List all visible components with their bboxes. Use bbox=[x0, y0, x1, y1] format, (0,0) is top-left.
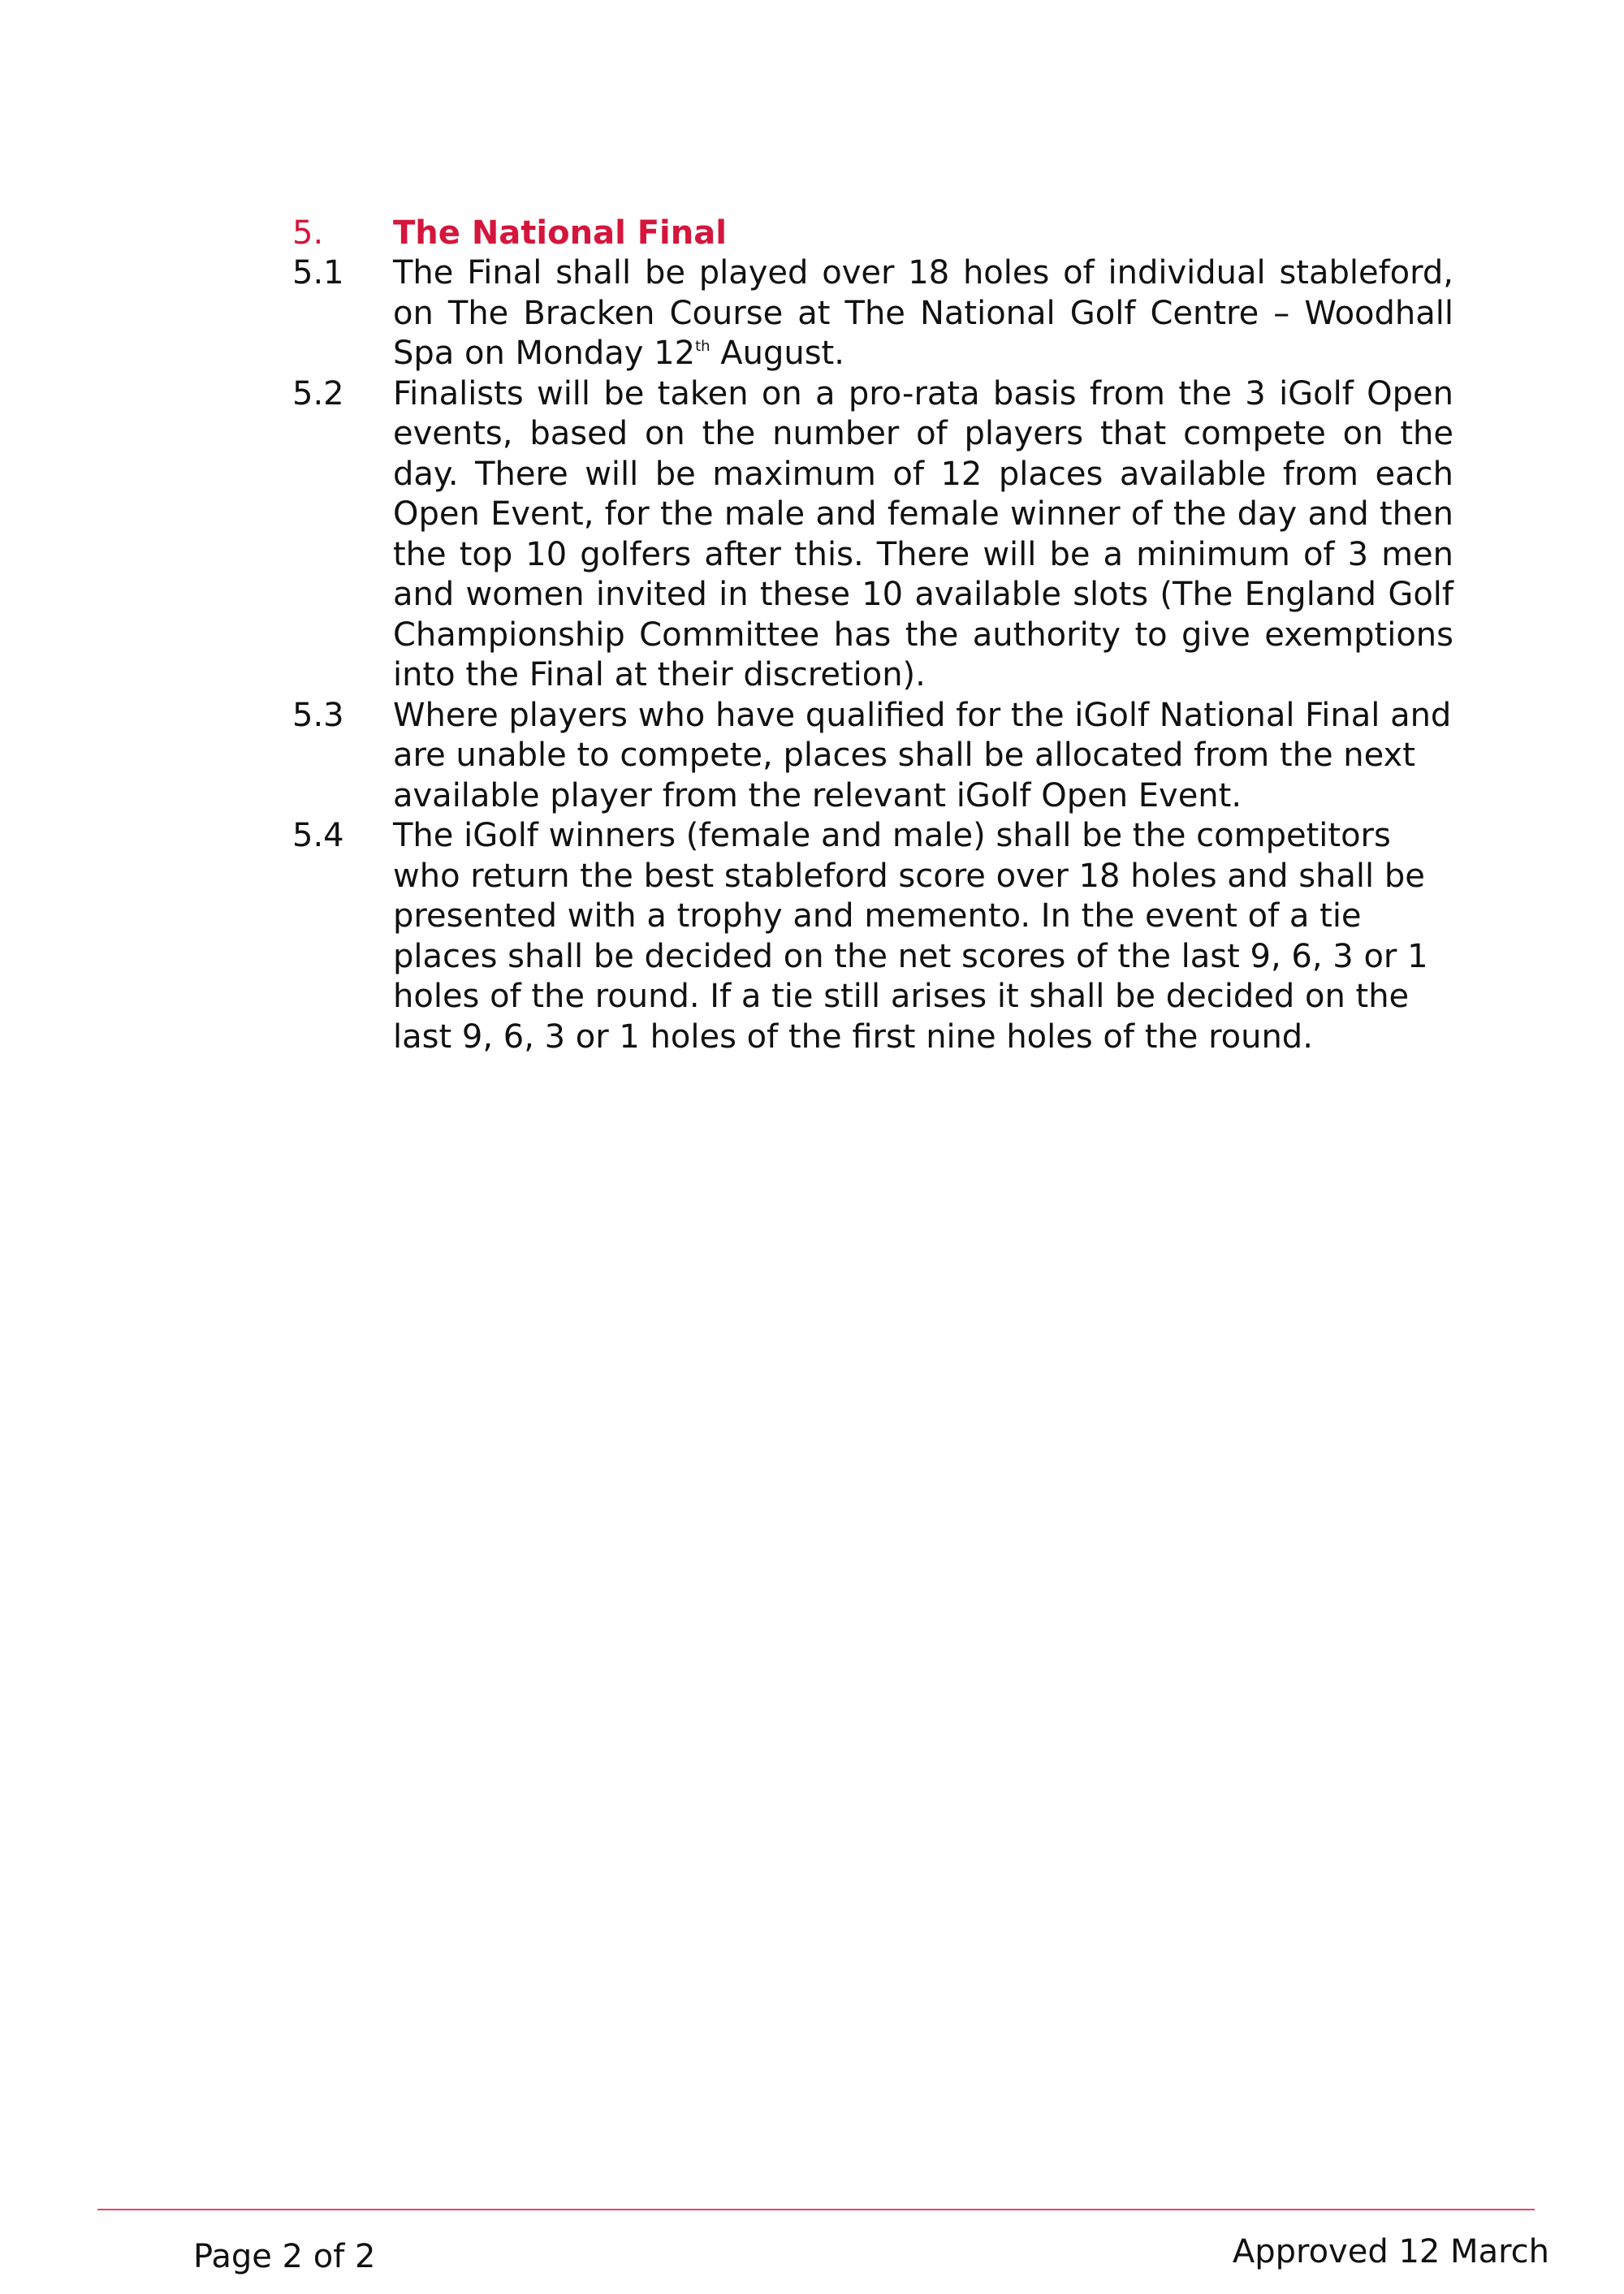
clause-text: The iGolf winners (female and male) shall be the competitors who return the best stableford score over 18 holes and shall be presented with a trophy and memento. In the event of a tie places shall be decided on the net scores of the last 9, 6, 3 or 1 holes of the round. If a tie still arises it shall be decided on the last 9, 6, 3 or 1 holes of the first nine holes of the round. bbox=[393, 817, 1428, 1056]
section-number: 5. bbox=[292, 214, 324, 252]
clause-5-3 bbox=[292, 696, 1453, 817]
clause-text: Finalists will be taken on a pro-rata basis from the 3 iGolf Open events, based on the number of players that compete on the day. There will be maximum of 12 places available from each Open Event, for the male and female winner of the day and then the top 10 golfers after this. There will be a minimum of 3 men and women invited in these 10 available slots (The England Golf Championship Committee has the authority to give exemptions into the Final at their discretion). bbox=[393, 374, 1453, 693]
section-title: The National Final bbox=[393, 214, 727, 252]
section-national-final bbox=[292, 213, 1453, 1057]
clause-5-4 bbox=[292, 816, 1453, 1057]
clause-number: 5.1 bbox=[292, 254, 344, 292]
footer-divider bbox=[97, 2209, 1535, 2210]
clause-number: 5.2 bbox=[292, 374, 344, 413]
approval-date: Approved 12 March bbox=[1232, 2233, 1549, 2270]
clause-5-1 bbox=[292, 253, 1453, 374]
clause-text-part: The Final shall be played over 18 holes of individual stableford, on The Bracken Course at The National Golf Centre – Woodhall Spa on Monday 12 bbox=[393, 254, 1453, 372]
clause-number: 5.4 bbox=[292, 817, 344, 854]
clause-text: Where players who have qualified for the iGolf National Final and are unable to compete, places shall be allocated from the next available player from the relevant iGolf Open Event. bbox=[393, 696, 1452, 814]
clause-5-2 bbox=[292, 374, 1453, 696]
clause-text-part: August. bbox=[710, 335, 844, 372]
ordinal-suffix: th bbox=[695, 337, 710, 355]
page-number: Page 2 of 2 bbox=[193, 2238, 376, 2275]
clause-text bbox=[393, 253, 1453, 374]
section-heading bbox=[292, 213, 1453, 253]
clause-number: 5.3 bbox=[292, 696, 344, 734]
